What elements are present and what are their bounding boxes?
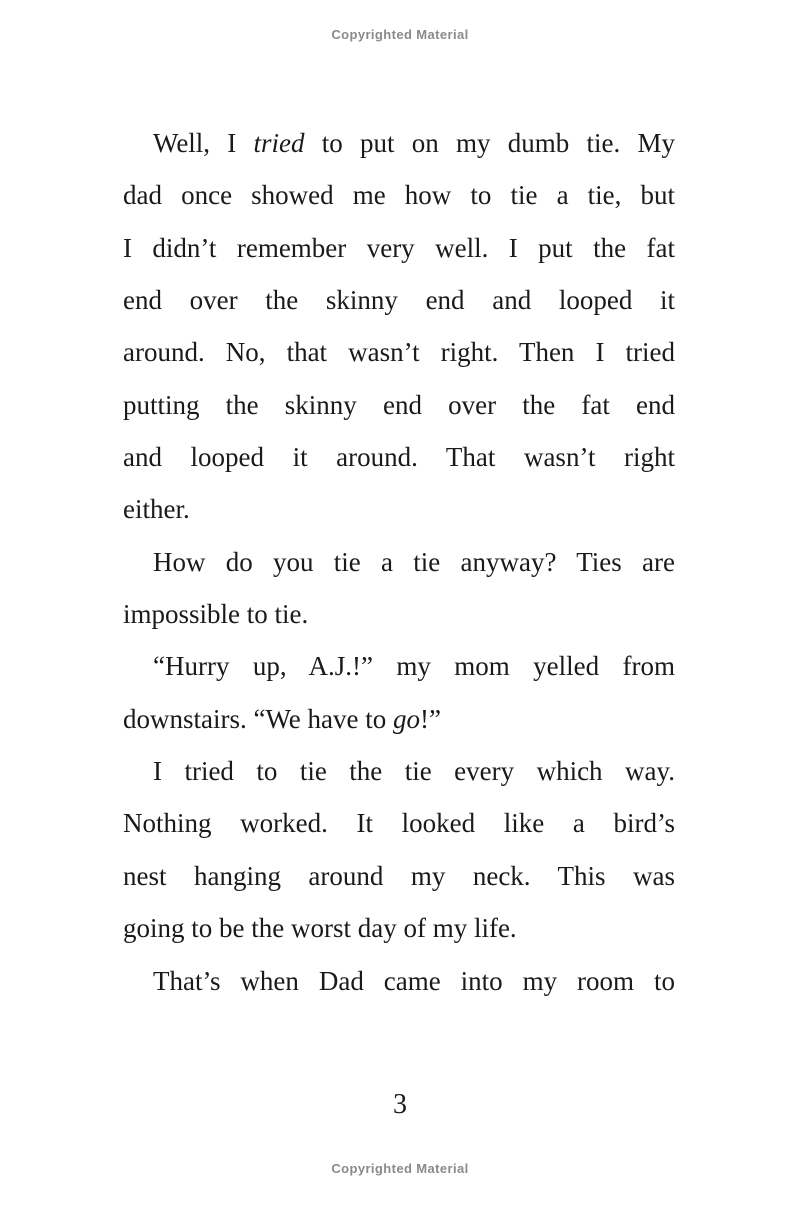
text-line xyxy=(123,955,675,1007)
text-line xyxy=(123,797,675,849)
text-segment: How do you tie a tie anyway? Ties are xyxy=(153,546,675,577)
text-segment: downstairs. “We have to xyxy=(123,703,393,734)
text-segment: to put on my dumb tie. My xyxy=(304,128,675,158)
text-segment: “Hurry up, A.J.!” my mom yelled from xyxy=(153,651,675,682)
text-line xyxy=(123,379,675,431)
text-segment: Well, I xyxy=(153,128,254,158)
page-number: 3 xyxy=(393,1089,407,1120)
paragraph xyxy=(123,117,675,536)
text-line xyxy=(123,902,675,954)
text-line xyxy=(123,588,675,640)
text-segment: around. No, that wasn’t right. Then I tried xyxy=(123,337,675,368)
text-line xyxy=(123,640,675,692)
text-segment: going to be the worst day of my life. xyxy=(123,913,517,944)
text-segment: Nothing worked. It looked like a bird’s xyxy=(123,808,675,839)
text-segment: I tried to tie the tie every which way. xyxy=(153,756,675,787)
text-segment: That’s when Dad came into my room to xyxy=(153,965,675,996)
text-segment: either. xyxy=(123,494,190,525)
copyright-notice-top: Copyrighted Material xyxy=(331,27,469,42)
text-line xyxy=(123,431,675,483)
text-line xyxy=(123,745,675,797)
copyright-notice-bottom: Copyrighted Material xyxy=(331,1161,469,1176)
text-line xyxy=(123,850,675,902)
italic-text: tried xyxy=(253,128,305,158)
paragraph xyxy=(123,955,675,1007)
text-segment: end over the skinny end and looped it xyxy=(123,285,675,316)
text-segment: !” xyxy=(420,703,441,734)
paragraph xyxy=(123,640,675,745)
text-segment: putting the skinny end over the fat end xyxy=(123,389,675,420)
text-line xyxy=(123,222,675,274)
italic-text: go xyxy=(393,703,420,734)
paragraph xyxy=(123,745,675,954)
text-line xyxy=(123,169,675,221)
text-segment: and looped it around. That wasn’t right xyxy=(123,442,675,473)
text-segment: impossible to tie. xyxy=(123,599,309,630)
text-line xyxy=(123,326,675,378)
body-text xyxy=(123,117,675,1007)
text-line xyxy=(123,483,675,535)
paragraph xyxy=(123,536,675,641)
text-segment: dad once showed me how to tie a tie, but xyxy=(123,180,675,211)
text-line xyxy=(123,693,675,745)
text-line xyxy=(123,117,675,169)
text-segment: I didn’t remember very well. I put the fat xyxy=(123,232,675,263)
text-line xyxy=(123,536,675,588)
text-line xyxy=(123,274,675,326)
text-segment: nest hanging around my neck. This was xyxy=(123,860,675,891)
